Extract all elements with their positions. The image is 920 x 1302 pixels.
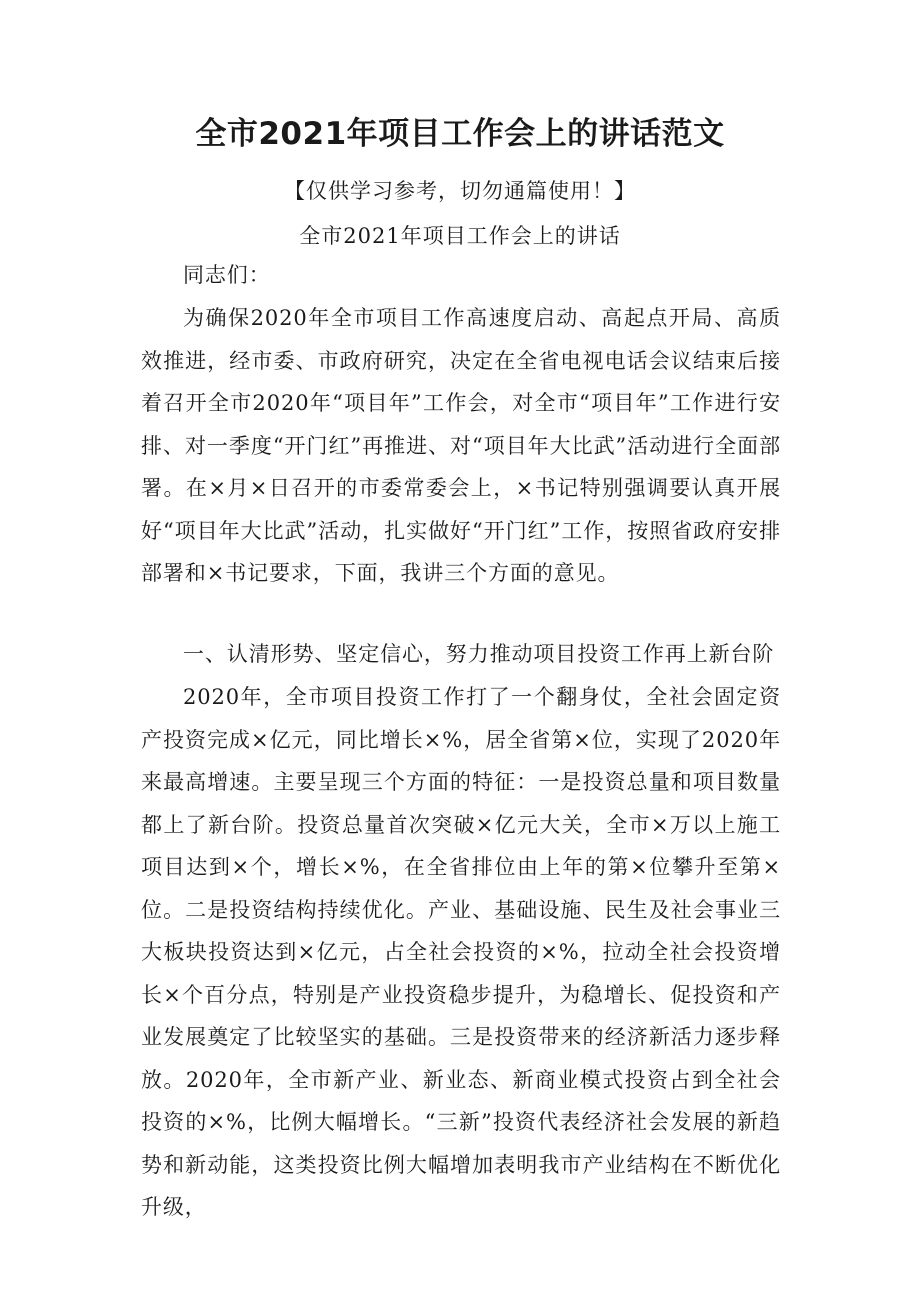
paragraph-investment: 2020年，全市项目投资工作打了一个翻身仗，全社会固定资产投资完成×亿元，同比增长×%，居全省第×位，实现了2020年来最高增速。主要呈现三个方面的特征：一是投资总量和项目数量都上了新台阶。投资总量首次突破×亿元大关，全市×万以上施工项目达到×个，增长×%，在全省排位由上年的第×位攀升至第×位。二是投资结构持续优化。产业、基础设施、民生及社会事业三大板块投资达到×亿元，占全社会投资的×%，拉动全社会投资增长×个百分点，特别是产业投资稳步提升，为稳增长、促投资和产业发展奠定了比较坚实的基础。三是投资带来的经济新活力逐步释放。2020年，全市新产业、新业态、新商业模式投资占到全社会投资的×%，比例大幅增长。“三新”投资代表经济社会发展的新趋势和新动能，这类投资比例大幅增加表明我市产业结构在不断优化升级， [141, 685, 781, 1219]
paragraph-intro: 为确保2020年全市项目工作高速度启动、高起点开局、高质效推进，经市委、市政府研究，决定在全省电视电话会议结束后接着召开全市2020年“项目年”工作会，对全市“项目年”工作进行安排、对一季度“开门红”再推进、对“项目年大比武”活动进行全面部署。在×月×日召开的市委常委会上，×书记特别强调要认真开展好“项目年大比武”活动，扎实做好“开门红”工作，按照省政府安排部署和×书记要求，下面，我讲三个方面的意见。 [141, 306, 781, 585]
speech-subtitle: 全市2021年项目工作会上的讲话 [299, 224, 621, 248]
document-title: 全市2021年项目工作会上的讲话范文 [195, 116, 725, 152]
section-heading-1: 一、认清形势、坚定信心，努力推动项目投资工作再上新台阶 [183, 642, 775, 666]
usage-note: 【仅供学习参考，切勿通篇使用！】 [284, 179, 636, 203]
salutation: 同志们： [183, 263, 271, 287]
